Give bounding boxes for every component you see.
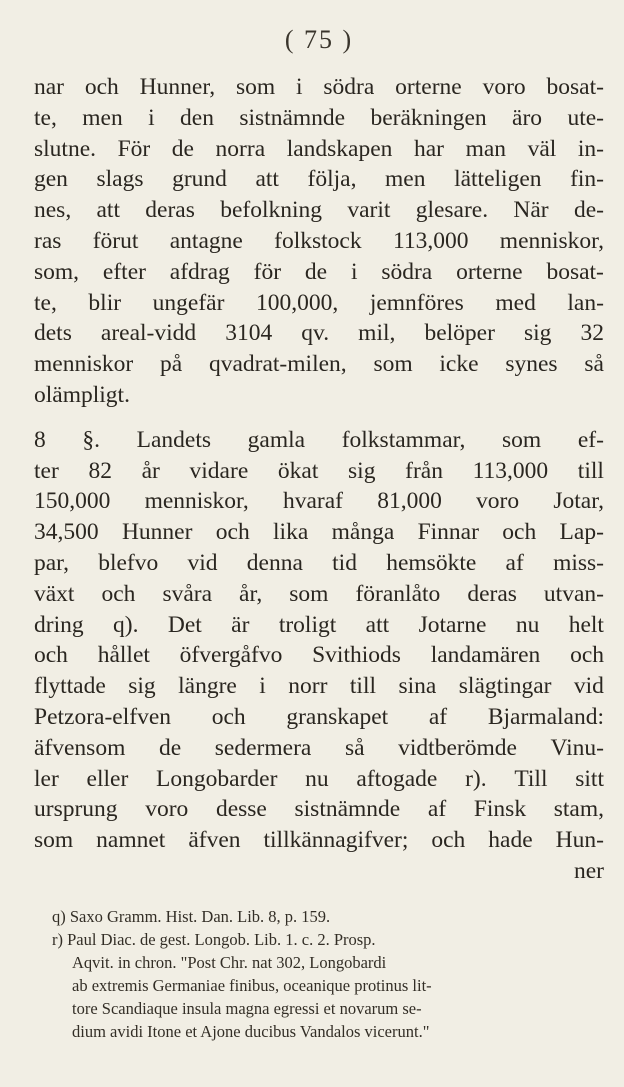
text-line: nes, att deras befolkning varit glesare. När de- <box>34 197 604 224</box>
text-line: ter 82 år vidare ökat sig från 113,000 till <box>34 457 604 484</box>
text-line: äfvensom de sedermera så vidtberömde Vinu- <box>34 734 604 761</box>
text-line: menniskor på qvadrat-milen, som icke synes så <box>34 351 604 378</box>
text-line: olämpligt. <box>34 381 130 408</box>
footnote-r-continuation: ab extremis Germaniae finibus, oceanique protinus lit- <box>72 975 432 995</box>
paragraph-1 <box>34 72 604 411</box>
text-line: dring q). Det är troligt att Jotarne nu helt <box>34 611 604 638</box>
text-line: 34,500 Hunner och lika många Finnar och Lap- <box>34 519 604 546</box>
text-line: som namnet äfven tillkännagifver; och hade Hun- <box>34 827 604 854</box>
text-line: 150,000 menniskor, hvaraf 81,000 voro Jotar, <box>34 488 604 515</box>
text-line: Petzora-elfven och granskapet af Bjarmaland: <box>34 703 604 730</box>
paragraph-gap <box>34 411 604 425</box>
text-line: ursprung voro desse sistnämnde af Finsk stam, <box>34 796 604 823</box>
page-number-header: ( 75 ) <box>284 25 354 54</box>
footnote-r-continuation: Aqvit. in chron. "Post Chr. nat 302, Longobardi <box>72 952 387 972</box>
text-line: gen slags grund att följa, men lätteligen fin- <box>34 166 604 193</box>
text-line: dets areal-vidd 3104 qv. mil, belöper sig 32 <box>34 320 604 347</box>
text-line: växt och svåra år, som föranlåto deras utvan- <box>34 580 604 607</box>
catchword: ner <box>573 857 604 884</box>
text-line: ras förut antagne folkstock 113,000 menniskor, <box>34 227 604 254</box>
text-line: och hållet öfvergåfvo Svithiods landamären och <box>34 642 604 669</box>
text-line: flyttade sig längre i norr till sina slägtingar vid <box>34 673 604 700</box>
text-line: ler eller Longobarder nu aftogade r). Till sitt <box>34 765 604 792</box>
text-line: te, men i den sistnämnde beräkningen äro ute- <box>34 104 604 131</box>
text-line: slutne. För de norra landskapen har man väl in- <box>34 135 604 162</box>
text-line: nar och Hunner, som i södra orterne voro bosat- <box>34 74 604 100</box>
footnote-r-continuation: tore Scandiaque insula magna egressi et novarum se- <box>72 998 422 1018</box>
text-line: 8 §. Landets gamla folkstammar, som ef- <box>34 426 604 453</box>
footnote-r: r) Paul Diac. de gest. Longob. Lib. 1. c. 2. Prosp. <box>52 929 376 949</box>
footnote-q: q) Saxo Gramm. Hist. Dan. Lib. 8, p. 159. <box>52 906 331 926</box>
text-line: par, blefvo vid denna tid hemsökte af miss- <box>34 549 604 576</box>
text-line: som, efter afdrag för de i södra orterne bosat- <box>34 258 604 285</box>
footnote-r-continuation: dium avidi Itone et Ajone ducibus Vandalos vicerunt." <box>72 1021 430 1041</box>
footnotes <box>34 905 604 1043</box>
text-line: te, blir ungefär 100,000, jemnföres med lan- <box>34 289 604 316</box>
paragraph-2 <box>34 425 604 856</box>
